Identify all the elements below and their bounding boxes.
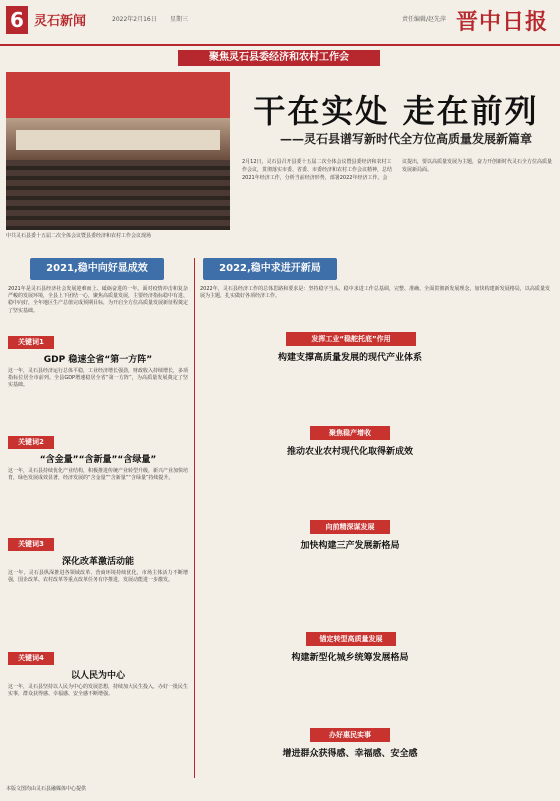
issue-date: 2022年2月16日	[112, 16, 157, 23]
newspaper-logo: 晋中日报	[455, 9, 548, 35]
audience-rows	[6, 160, 230, 230]
section-title: 灵石新闻	[34, 14, 87, 29]
masthead	[0, 0, 560, 46]
keyword-body-4: 这一年，灵石县坚持以人民为中心的发展思想，持续加大民生投入，办好一批民生实事，群众获得感、幸福感、安全感不断增强。	[8, 684, 189, 698]
editor-credit: 责任编辑/赵先萍	[402, 16, 447, 23]
page-number: 6	[6, 6, 28, 34]
column-header-2021: 2021,稳中向好显成效	[30, 258, 164, 280]
column-divider	[194, 258, 195, 778]
banner	[0, 48, 560, 68]
headline: 干在实处 走在前列	[253, 92, 539, 130]
photo-caption: 中共灵石县委十五届二次全体会议暨县委经济和农村工作会议现场	[6, 233, 152, 239]
left-intro: 2021年是灵石县经济社会发展迎难而上、砥砺奋进的一年。面对疫情冲击和复杂严峻的发展环境，全县上下团结一心，聚焦高质量发展，主要经济指标稳中有进、稳中向好，全年地区生产总值完成预期目标，为开启全方位高质量发展新征程奠定了坚实基础。	[8, 286, 189, 314]
keyword-body-3: 这一年，灵石县纵深推进各领域改革，营商环境持续优化，市场主体活力不断增强，国企改革、农村改革等重点改革任务有序推进，发展动能进一步激发。	[8, 570, 188, 584]
stage-table	[16, 130, 220, 150]
section-title-2: 推动农业农村现代化取得新成效	[286, 447, 413, 457]
section-title-5: 增进群众获得感、幸福感、安全感	[282, 749, 418, 759]
section-tag-1: 发挥工业“稳舵托底”作用	[286, 332, 416, 346]
section-title-4: 构建新型化城乡统筹发展格局	[291, 653, 409, 663]
keyword-title-2: “含金量”“含新量”“含绿量”	[39, 455, 157, 465]
column-header-2022: 2022,稳中求进开新局	[203, 258, 337, 280]
photo-credit: 本版文图均由灵石县融媒体中心提供	[6, 786, 87, 792]
section-title-3: 加快构建三产发展新格局	[300, 541, 400, 551]
lead-paragraph: 2月12日，灵石县召开县委十五届二次全体会议暨县委经济和农村工作会议，贯彻落实市委、省委、市委经济和农村工作会议精神，总结2021年经济工作，分析当前经济形势，部署2022年经济工作。会议提出，要以高质量发展为主题，奋力开创新时代灵石全方位高质量发展新局面。	[242, 159, 553, 181]
keyword-title-1: GDP 稳速全省“第一方阵”	[43, 355, 153, 365]
keyword-title-3: 深化改革激活动能	[61, 557, 134, 567]
keyword-title-4: 以人民为中心	[70, 671, 125, 681]
section-tag-4: 锚定转型高质量发展	[306, 632, 396, 646]
keyword-tag-4: 关键词4	[8, 652, 54, 665]
keyword-body-1: 这一年，灵石县经济运行总体平稳，工业经济增长强劲，财政收入持续增长，多项指标位居全市前列。全县GDP增速稳居全省“第一方阵”，为高质量发展奠定了坚实基础。	[8, 368, 189, 389]
section-tag-3: 向前精深谋发展	[310, 520, 390, 534]
keyword-tag-3: 关键词3	[8, 538, 54, 551]
subheadline: ——灵石县谱写新时代全方位高质量发展新篇章	[279, 132, 532, 146]
keyword-tag-2: 关键词2	[8, 436, 54, 449]
issue-weekday: 星期三	[170, 16, 189, 23]
section-tag-2: 聚焦稳产增收	[310, 426, 390, 440]
section-tag-5: 办好惠民实事	[310, 728, 390, 742]
banner-tag: 聚焦灵石县委经济和农村工作会	[178, 50, 380, 66]
keyword-body-2: 这一年，灵石县持续优化产业结构，积极推进传统产业转型升级，新兴产业加快培育，绿色发展成效显著，经济发展的“含金量”“含新量”“含绿量”持续提升。	[8, 468, 189, 482]
section-title-1: 构建支撑高质量发展的现代产业体系	[277, 353, 422, 363]
meeting-photo	[6, 72, 230, 230]
right-intro: 2022年，灵石县经济工作的总体思路和要求是：坚持稳字当头、稳中求进工作总基调，完整、准确、全面贯彻新发展理念，加快构建新发展格局，以高质量发展为主题，扎实做好各项经济工作。	[200, 286, 550, 300]
stage-banner	[6, 72, 230, 118]
keyword-tag-1: 关键词1	[8, 336, 54, 349]
